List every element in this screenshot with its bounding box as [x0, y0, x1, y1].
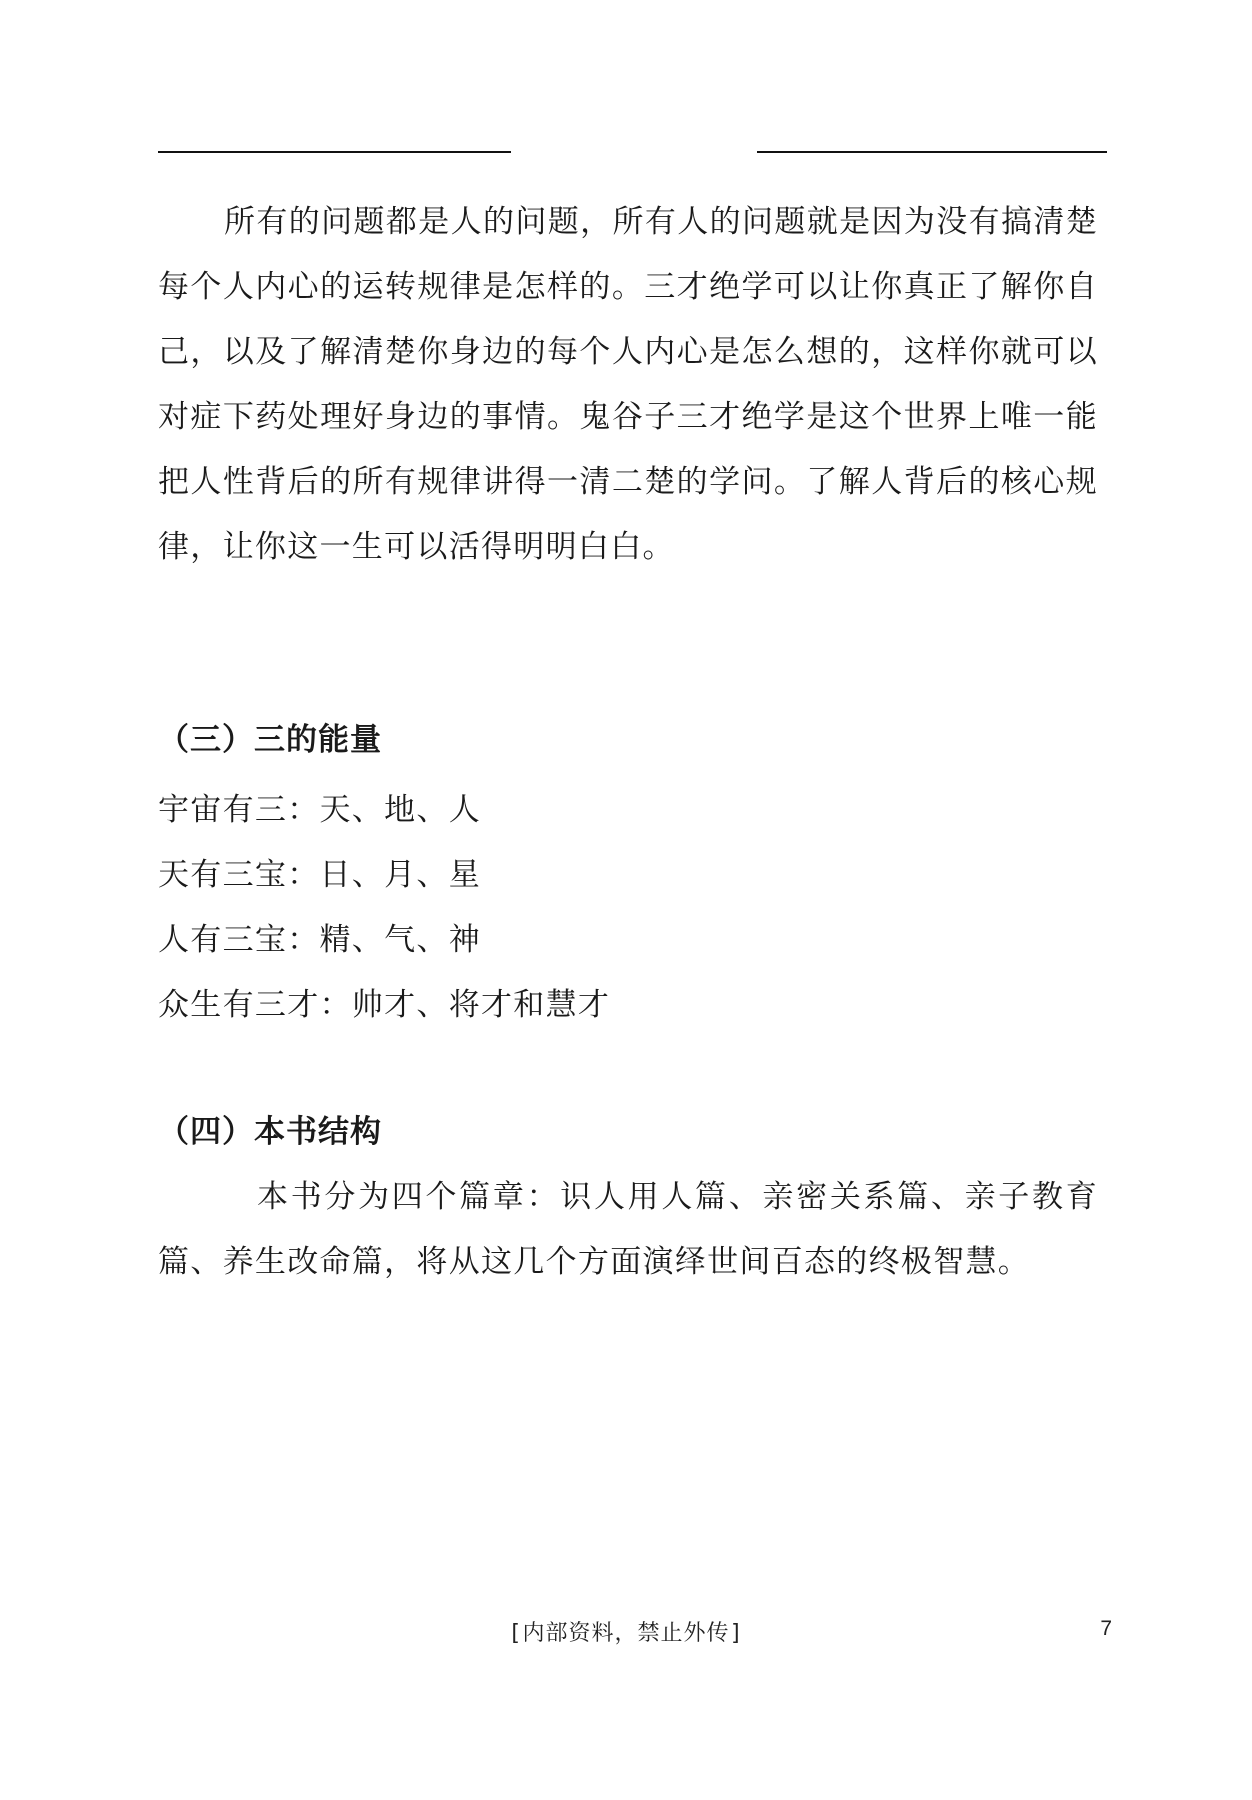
header-rule-left — [158, 151, 511, 153]
list-item: 宇宙有三：天、地、人 — [158, 792, 481, 828]
page-number: 7 — [1100, 1617, 1112, 1640]
list-item: 众生有三才：帅才、将才和慧才 — [158, 987, 611, 1023]
intro-paragraph: 所有的问题都是人的问题，所有人的问题就是因为没有搞清楚每个人内心的运转规律是怎样的。三才绝学可以让你真正了解你自己，以及了解清楚你身边的每个人内心是怎么想的，这样你就可以对症下药处理好身边的事情。鬼谷子三才绝学是这个世界上唯一能把人性背后的所有规律讲得一清二楚的学问。了解人背后的核心规律，让你这一生可以活得明明白白。 — [158, 204, 1098, 565]
footer-note: [内部资料，禁止外传] — [508, 1621, 744, 1646]
list-item: 天有三宝：日、月、星 — [158, 857, 481, 893]
section-3-list — [158, 778, 610, 1038]
header-rule-right — [757, 151, 1107, 153]
list-item: 人有三宝：精、气、神 — [158, 922, 481, 958]
section-4-paragraph: 本书分为四个篇章：识人用人篇、亲密关系篇、亲子教育篇、养生改命篇，将从这几个方面演绎世间百态的终极智慧。 — [158, 1179, 1098, 1280]
section-3-heading: （三）三的能量 — [158, 722, 382, 758]
section-4-heading: （四）本书结构 — [158, 1114, 382, 1150]
